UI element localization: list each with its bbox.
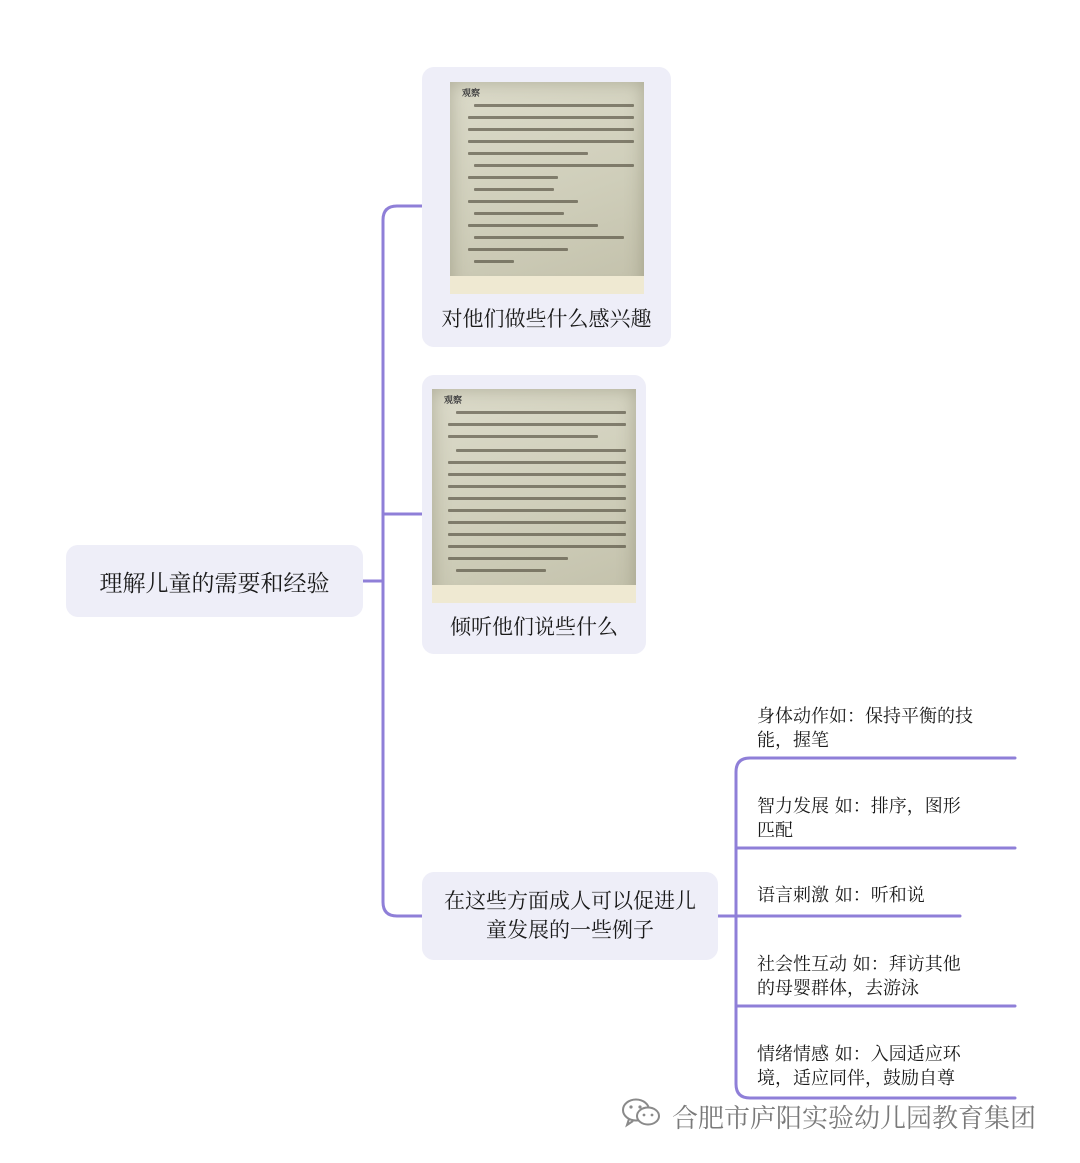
watermark [620,1098,1036,1134]
leaf-language[interactable] [757,884,925,908]
book-page-photo [450,82,644,294]
wechat-icon [620,1096,662,1137]
root-label: 理解儿童的需要和经验 [99,570,330,597]
leaf-text-line: 身体动作如：保持平衡的技 [757,706,973,727]
branch-node-examples[interactable] [422,872,718,960]
branch-node-listening[interactable] [422,375,646,654]
leaf-text-line: 语言刺激 如：听和说 [757,885,925,906]
photo-title: 观察 [462,89,481,99]
leaf-text-line: 境，适应同伴，鼓励自尊 [757,1068,955,1089]
leaf-social[interactable] [757,953,961,1001]
leaf-text-line: 匹配 [757,820,793,841]
leaf-intellectual[interactable] [757,795,961,843]
branch-label: 对他们做些什么感兴趣 [441,307,652,331]
leaf-physical-movement[interactable] [757,705,973,753]
leaf-text-line: 社会性互动 如：拜访其他 [757,954,961,975]
book-page-photo [432,389,636,603]
branch-label: 倾听他们说些什么 [450,615,618,639]
leaf-text-line: 智力发展 如：排序，图形 [757,796,961,817]
leaf-emotional[interactable] [757,1043,961,1091]
branch-label: 在这些方面成人可以促进儿童发展的一些例子 [444,889,696,942]
watermark-text: 合肥市庐阳实验幼儿园教育集团 [672,1103,1037,1134]
leaf-text-line: 的母婴群体，去游泳 [757,978,919,999]
root-node[interactable] [66,545,363,617]
photo-title: 观察 [444,396,463,406]
leaf-text-line: 能，握笔 [757,730,829,751]
branch-node-interests[interactable] [422,67,671,347]
leaf-text-line: 情绪情感 如：入园适应环 [757,1044,961,1065]
